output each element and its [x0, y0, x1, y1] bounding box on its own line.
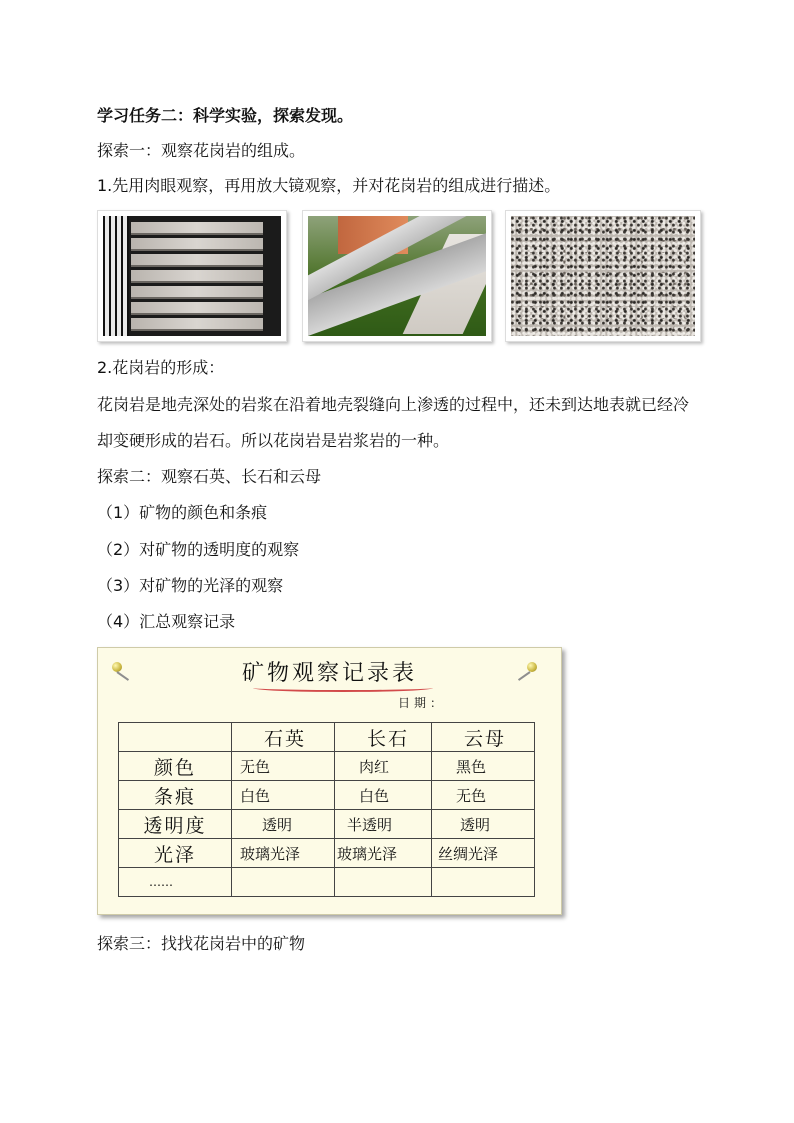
table-row — [119, 781, 535, 810]
date-label: 日期： — [398, 696, 447, 710]
table-header-cell — [119, 723, 232, 752]
row-label: 颜色 — [119, 752, 232, 781]
row-label: 光泽 — [119, 839, 232, 868]
table-cell: 白色 — [232, 781, 335, 810]
table-row — [119, 868, 535, 897]
table-cell: 透明 — [432, 810, 535, 839]
table-cell — [335, 868, 432, 897]
explore1-step1: 1.先用肉眼观察，再用放大镜观察，并对花岗岩的组成进行描述。 — [97, 176, 561, 195]
table-cell — [432, 868, 535, 897]
explore2-item-3: （3）对矿物的光泽的观察 — [97, 576, 284, 595]
explore3-heading: 探索三：找找花岗岩中的矿物 — [97, 934, 306, 953]
mineral-record-card — [97, 647, 562, 915]
table-header-cell: 石英 — [232, 723, 335, 752]
table-cell: 丝绸光泽 — [432, 839, 535, 868]
granite-closeup-photo — [505, 210, 701, 342]
explore2-item-2: （2）对矿物的透明度的观察 — [97, 540, 300, 559]
mineral-record-table — [118, 722, 535, 897]
table-header-cell: 长石 — [335, 723, 432, 752]
task-title: 学习任务二：科学实验，探索发现。 — [97, 106, 354, 125]
table-header-cell: 云母 — [432, 723, 535, 752]
explore2-item-4: （4）汇总观察记录 — [97, 612, 236, 631]
row-label: …… — [119, 868, 232, 897]
explore1-step2-heading: 2.花岗岩的形成： — [97, 358, 225, 377]
table-header-row — [119, 723, 535, 752]
record-card-title: 矿物观察记录表 — [241, 661, 417, 686]
title-underline — [253, 684, 433, 692]
table-cell: 半透明 — [335, 810, 432, 839]
granite-stairs-photo — [97, 210, 287, 342]
granite-curb-photo — [302, 210, 492, 342]
table-cell: 玻璃光泽 — [335, 839, 432, 868]
table-row — [119, 810, 535, 839]
table-cell: 肉红 — [335, 752, 432, 781]
table-cell — [232, 868, 335, 897]
table-row — [119, 752, 535, 781]
table-row — [119, 839, 535, 868]
table-cell: 玻璃光泽 — [232, 839, 335, 868]
table-cell: 黑色 — [432, 752, 535, 781]
table-cell: 无色 — [232, 752, 335, 781]
explore2-heading: 探索二：观察石英、长石和云母 — [97, 467, 322, 486]
row-label: 条痕 — [119, 781, 232, 810]
table-cell: 透明 — [232, 810, 335, 839]
table-cell: 无色 — [432, 781, 535, 810]
granite-formation-text: 花岗岩是地壳深处的岩浆在沿着地壳裂缝向上渗透的过程中，还未到达地表就已经冷却变硬形成的岩石。所以花岗岩是岩浆岩的一种。 — [97, 395, 690, 450]
explore1-heading: 探索一：观察花岗岩的组成。 — [97, 141, 306, 160]
table-cell: 白色 — [335, 781, 432, 810]
row-label: 透明度 — [119, 810, 232, 839]
explore2-item-1: （1）矿物的颜色和条痕 — [97, 503, 268, 522]
